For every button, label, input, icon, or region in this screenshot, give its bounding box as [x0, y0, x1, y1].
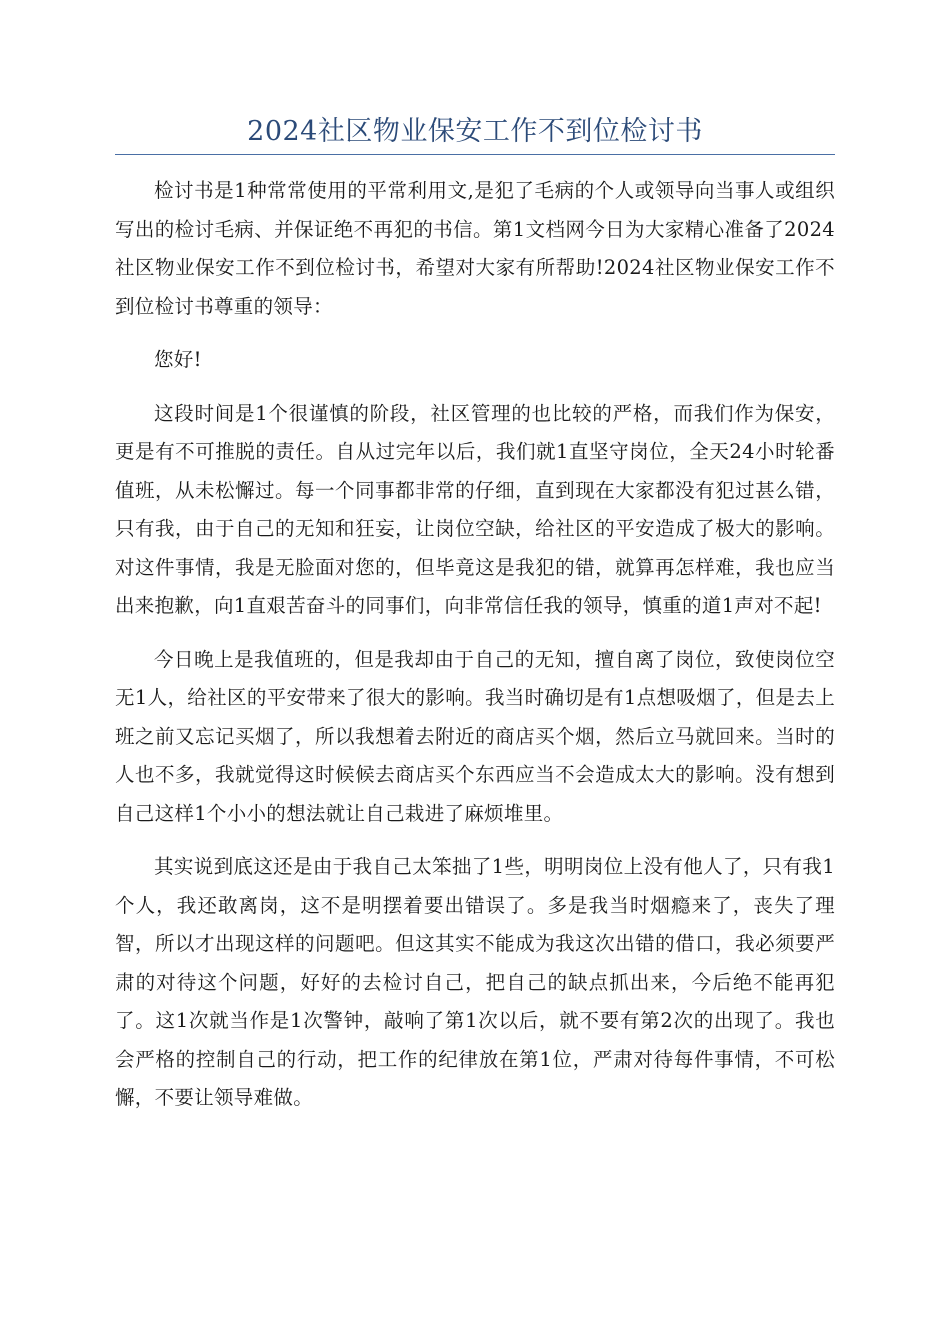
paragraph-intro: 检讨书是1种常常使用的平常利用文,是犯了毛病的个人或领导向当事人或组织写出的检讨毛病、并保证绝不再犯的书信。第1文档网今日为大家精心准备了2024社区物业保安工作不到位检讨书，希望对大家有所帮助!2024社区物业保安工作不到位检讨书尊重的领导：: [115, 179, 835, 318]
paragraph-incident: 今日晚上是我值班的，但是我却由于自己的无知，擅自离了岗位，致使岗位空无1人，给社区的平安带来了很大的影响。我当时确切是有1点想吸烟了，但是去上班之前又忘记买烟了，所以我想着去附近的商店买个烟，然后立马就回来。当时的人也不多，我就觉得这时候候去商店买个东西应当不会造成太大的影响。没有想到自己这样1个小小的想法就让自己栽进了麻烦堆里。: [115, 647, 835, 825]
paragraph-background: 这段时间是1个很谨慎的阶段，社区管理的也比较的严格，而我们作为保安，更是有不可推脱的责任。自从过完年以后，我们就1直坚守岗位，全天24小时轮番值班，从未松懈过。每一个同事都非常的仔细，直到现在大家都没有犯过甚么错，只有我，由于自己的无知和狂妄，让岗位空缺，给社区的平安造成了极大的影响。对这件事情，我是无脸面对您的，但毕竟这是我犯的错，就算再怎样难，我也应当出来抱歉，向1直艰苦奋斗的同事们，向非常信任我的领导，慎重的道1声对不起!: [115, 401, 835, 617]
title-underline: [115, 154, 835, 155]
paragraph-greeting: 您好!: [154, 348, 202, 371]
document-body: [115, 172, 835, 1133]
paragraph-reflection: 其实说到底这还是由于我自己太笨拙了1些，明明岗位上没有他人了，只有我1个人，我还敢离岗，这不是明摆着要出错误了。多是我当时烟瘾来了，丧失了理智，所以才出现这样的问题吧。但这其实不能成为我这次出错的借口，我必须要严肃的对待这个问题，好好的去检讨自己，把自己的缺点抓出来，今后绝不能再犯了。这1次就当作是1次警钟，敲响了第1次以后，就不要有第2次的出现了。我也会严格的控制自己的行动，把工作的纪律放在第1位，严肃对待每件事情，不可松懈，不要让领导难做。: [115, 855, 835, 1109]
document-title: 2024社区物业保安工作不到位检讨书: [247, 116, 703, 147]
